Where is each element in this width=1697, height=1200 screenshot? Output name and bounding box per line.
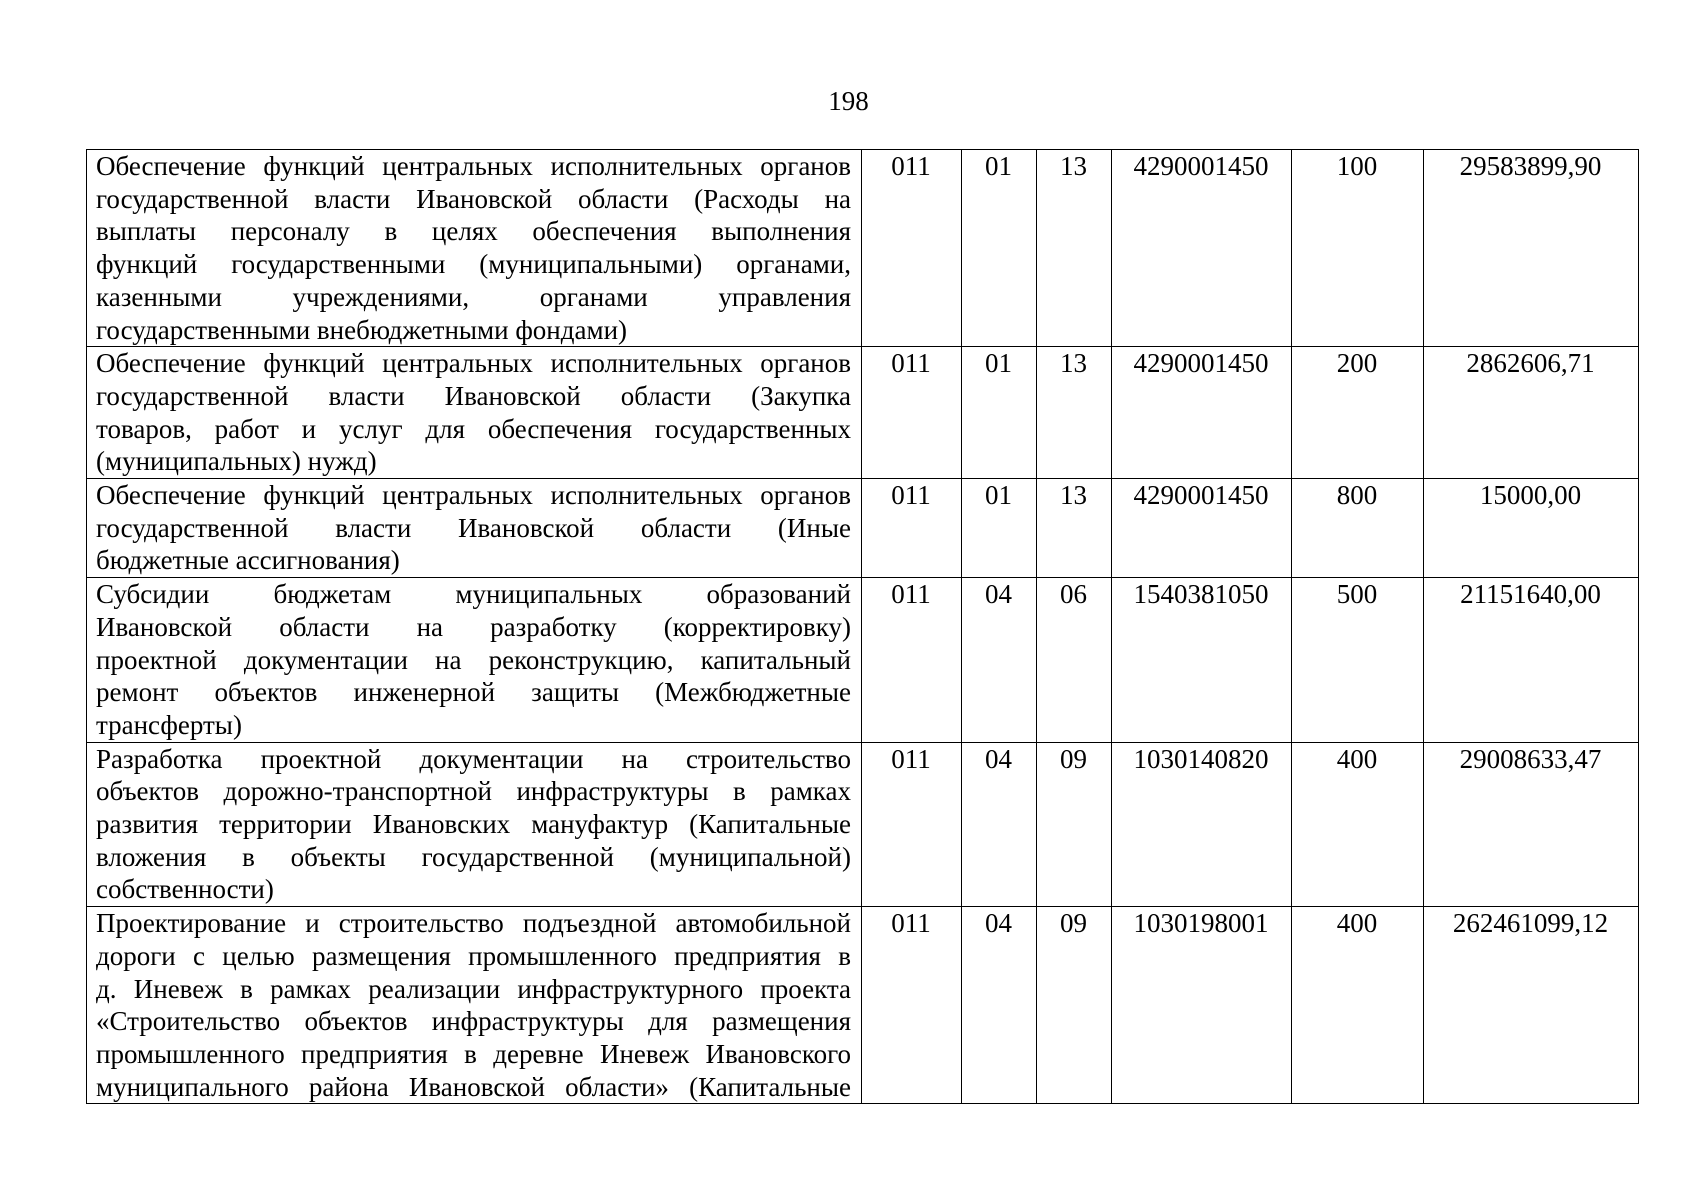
target-article-cell: 4290001450	[1112, 150, 1292, 347]
section-code-cell: 01	[962, 347, 1037, 479]
description-line: вложения в объекты государственной (муниципальной)	[96, 841, 851, 872]
description-line: государственной власти Ивановской области (Расходы на	[96, 183, 851, 214]
ministry-code-cell: 011	[862, 150, 962, 347]
description-line: собственности)	[96, 874, 274, 905]
target-article-cell: 1030140820	[1112, 742, 1292, 907]
table-row	[87, 907, 1639, 1104]
description-line: трансферты)	[96, 709, 242, 740]
description-line: Проектирование и строительство подъездной автомобильной	[96, 908, 851, 939]
description-line: дороги с целью размещения промышленного предприятия в	[96, 940, 851, 971]
subsection-code-cell: 09	[1037, 907, 1112, 1104]
description-cell	[87, 347, 862, 479]
description-line: государственными внебюджетными фондами)	[96, 314, 628, 345]
description-line: функций государственными (муниципальными) органами,	[96, 249, 851, 280]
description-line: Разработка проектной документации на строительство	[96, 743, 851, 774]
expense-type-cell: 800	[1292, 479, 1424, 578]
subsection-code-cell: 09	[1037, 742, 1112, 907]
description-line: развития территории Ивановских мануфактур (Капитальные	[96, 809, 851, 840]
ministry-code-cell: 011	[862, 479, 962, 578]
description-line: Ивановской области на разработку (корректировку)	[96, 611, 851, 642]
description-line: д. Иневеж в рамках реализации инфраструктурного проекта	[96, 973, 851, 1004]
section-code-cell: 01	[962, 150, 1037, 347]
section-code-cell: 04	[962, 907, 1037, 1104]
description-cell	[87, 578, 862, 743]
amount-cell: 29583899,90	[1424, 150, 1639, 347]
target-article-cell: 1540381050	[1112, 578, 1292, 743]
description-cell	[87, 907, 862, 1104]
ministry-code-cell: 011	[862, 742, 962, 907]
description-line: объектов дорожно-транспортной инфраструктуры в рамках	[96, 776, 851, 807]
table-row	[87, 578, 1639, 743]
subsection-code-cell: 13	[1037, 150, 1112, 347]
description-line: промышленного предприятия в деревне Иневеж Ивановского	[96, 1038, 851, 1069]
page-number: 198	[828, 86, 869, 116]
expense-type-cell: 200	[1292, 347, 1424, 479]
description-cell	[87, 150, 862, 347]
section-code-cell: 04	[962, 742, 1037, 907]
expense-type-cell: 400	[1292, 907, 1424, 1104]
description-line: Субсидии бюджетам муниципальных образований	[96, 579, 851, 610]
description-line: государственной власти Ивановской области (Иные	[96, 512, 851, 543]
ministry-code-cell: 011	[862, 907, 962, 1104]
description-line: муниципального района Ивановской области» (Капитальные	[96, 1071, 851, 1102]
budget-table	[86, 149, 1639, 1104]
budget-table-body	[87, 150, 1639, 1104]
description-line: (муниципальных) нужд)	[96, 446, 377, 477]
description-cell	[87, 479, 862, 578]
description-line: проектной документации на реконструкцию, капитальный	[96, 644, 851, 675]
description-line: бюджетные ассигнования)	[96, 545, 400, 576]
table-row	[87, 150, 1639, 347]
table-row	[87, 742, 1639, 907]
description-line: «Строительство объектов инфраструктуры для размещения	[96, 1006, 851, 1037]
description-cell	[87, 742, 862, 907]
amount-cell: 29008633,47	[1424, 742, 1639, 907]
section-code-cell: 04	[962, 578, 1037, 743]
target-article-cell: 4290001450	[1112, 347, 1292, 479]
amount-cell: 262461099,12	[1424, 907, 1639, 1104]
description-line: ремонт объектов инженерной защиты (Межбюджетные	[96, 677, 851, 708]
description-line: Обеспечение функций центральных исполнительных органов	[96, 348, 851, 379]
expense-type-cell: 100	[1292, 150, 1424, 347]
subsection-code-cell: 13	[1037, 347, 1112, 479]
amount-cell: 2862606,71	[1424, 347, 1639, 479]
target-article-cell: 4290001450	[1112, 479, 1292, 578]
amount-cell: 15000,00	[1424, 479, 1639, 578]
subsection-code-cell: 06	[1037, 578, 1112, 743]
description-line: государственной власти Ивановской области (Закупка	[96, 380, 851, 411]
table-row	[87, 347, 1639, 479]
description-line: товаров, работ и услуг для обеспечения государственных	[96, 413, 851, 444]
ministry-code-cell: 011	[862, 578, 962, 743]
description-line: Обеспечение функций центральных исполнительных органов	[96, 151, 851, 181]
expense-type-cell: 400	[1292, 742, 1424, 907]
description-line: казенными учреждениями, органами управления	[96, 281, 851, 312]
description-line: Обеспечение функций центральных исполнительных органов	[96, 480, 851, 511]
ministry-code-cell: 011	[862, 347, 962, 479]
target-article-cell: 1030198001	[1112, 907, 1292, 1104]
description-line: выплаты персоналу в целях обеспечения выполнения	[96, 216, 851, 247]
section-code-cell: 01	[962, 479, 1037, 578]
table-row	[87, 479, 1639, 578]
expense-type-cell: 500	[1292, 578, 1424, 743]
amount-cell: 21151640,00	[1424, 578, 1639, 743]
subsection-code-cell: 13	[1037, 479, 1112, 578]
